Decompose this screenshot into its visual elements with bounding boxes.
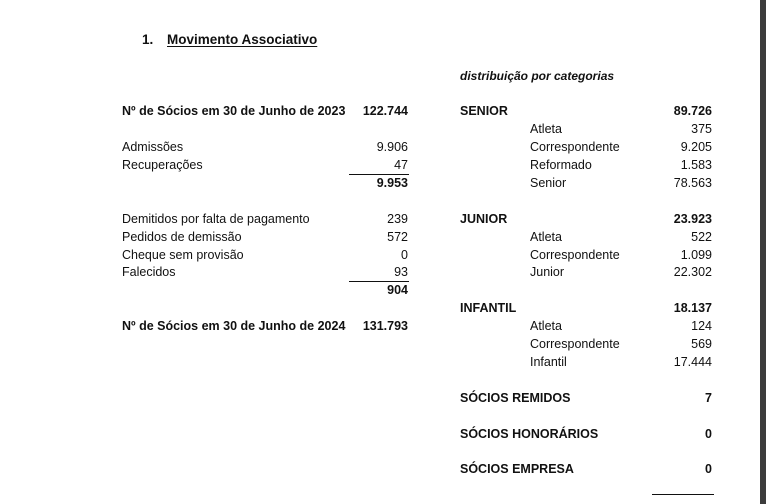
senior-label: SENIOR bbox=[460, 104, 508, 118]
senior-correspondente-value: 9.205 bbox=[680, 140, 712, 154]
infantil-infantil-value: 17.444 bbox=[673, 355, 712, 369]
section-title-text: Movimento Associativo bbox=[167, 32, 318, 47]
junior-atleta-value: 522 bbox=[691, 230, 712, 244]
falecidos-label: Falecidos bbox=[122, 265, 176, 279]
section-number: 1. bbox=[142, 32, 154, 47]
junior-label: JUNIOR bbox=[460, 212, 508, 226]
senior-correspondente-label: Correspondente bbox=[530, 140, 620, 154]
infantil-total: 18.137 bbox=[673, 301, 712, 315]
cheque-label: Cheque sem provisão bbox=[122, 248, 244, 262]
infantil-label: INFANTIL bbox=[460, 301, 517, 315]
senior-reformado-label: Reformado bbox=[530, 158, 592, 172]
start-members-value: 122.744 bbox=[362, 104, 408, 118]
start-members-label: Nº de Sócios em 30 de Junho de 2023 bbox=[122, 104, 346, 118]
junior-atleta-label: Atleta bbox=[530, 230, 562, 244]
senior-senior-value: 78.563 bbox=[673, 176, 712, 190]
junior-correspondente-label: Correspondente bbox=[530, 248, 620, 262]
end-members-value: 131.793 bbox=[362, 319, 408, 333]
pedidos-value: 572 bbox=[387, 230, 408, 244]
junior-total: 23.923 bbox=[673, 212, 712, 226]
empresa-label: SÓCIOS EMPRESA bbox=[460, 462, 574, 476]
senior-senior-label: Senior bbox=[530, 176, 567, 190]
entradas-subtotal-rule bbox=[349, 174, 409, 175]
senior-total: 89.726 bbox=[673, 104, 712, 118]
grand-total-rule bbox=[652, 494, 714, 495]
falecidos-value: 93 bbox=[394, 265, 408, 279]
infantil-atleta-value: 124 bbox=[691, 319, 712, 333]
demitidos-value: 239 bbox=[387, 212, 408, 226]
remidos-value: 7 bbox=[705, 391, 712, 405]
junior-correspondente-value: 1.099 bbox=[680, 248, 712, 262]
infantil-infantil-label: Infantil bbox=[530, 355, 567, 369]
pedidos-label: Pedidos de demissão bbox=[122, 230, 242, 244]
infantil-atleta-label: Atleta bbox=[530, 319, 562, 333]
senior-reformado-value: 1.583 bbox=[680, 158, 712, 172]
distribution-title: distribuição por categorias bbox=[460, 69, 615, 83]
honorarios-value: 0 bbox=[705, 427, 712, 441]
recuperacoes-label: Recuperações bbox=[122, 158, 203, 172]
honorarios-label: SÓCIOS HONORÁRIOS bbox=[460, 427, 599, 441]
senior-atleta-label: Atleta bbox=[530, 122, 562, 136]
admissoes-label: Admissões bbox=[122, 140, 184, 154]
senior-atleta-value: 375 bbox=[691, 122, 712, 136]
cheque-value: 0 bbox=[401, 248, 408, 262]
junior-junior-value: 22.302 bbox=[673, 265, 712, 279]
saidas-subtotal-rule bbox=[349, 281, 409, 282]
infantil-correspondente-value: 569 bbox=[691, 337, 712, 351]
saidas-total: 904 bbox=[387, 283, 408, 297]
remidos-label: SÓCIOS REMIDOS bbox=[460, 391, 571, 405]
section-title bbox=[167, 32, 317, 47]
recuperacoes-value: 47 bbox=[394, 158, 408, 172]
junior-junior-label: Junior bbox=[530, 265, 565, 279]
demitidos-label: Demitidos por falta de pagamento bbox=[122, 212, 310, 226]
end-members-label: Nº de Sócios em 30 de Junho de 2024 bbox=[122, 319, 346, 333]
entradas-total: 9.953 bbox=[376, 176, 408, 190]
infantil-correspondente-label: Correspondente bbox=[530, 337, 620, 351]
empresa-value: 0 bbox=[705, 462, 712, 476]
window-edge bbox=[760, 0, 766, 504]
admissoes-value: 9.906 bbox=[376, 140, 408, 154]
